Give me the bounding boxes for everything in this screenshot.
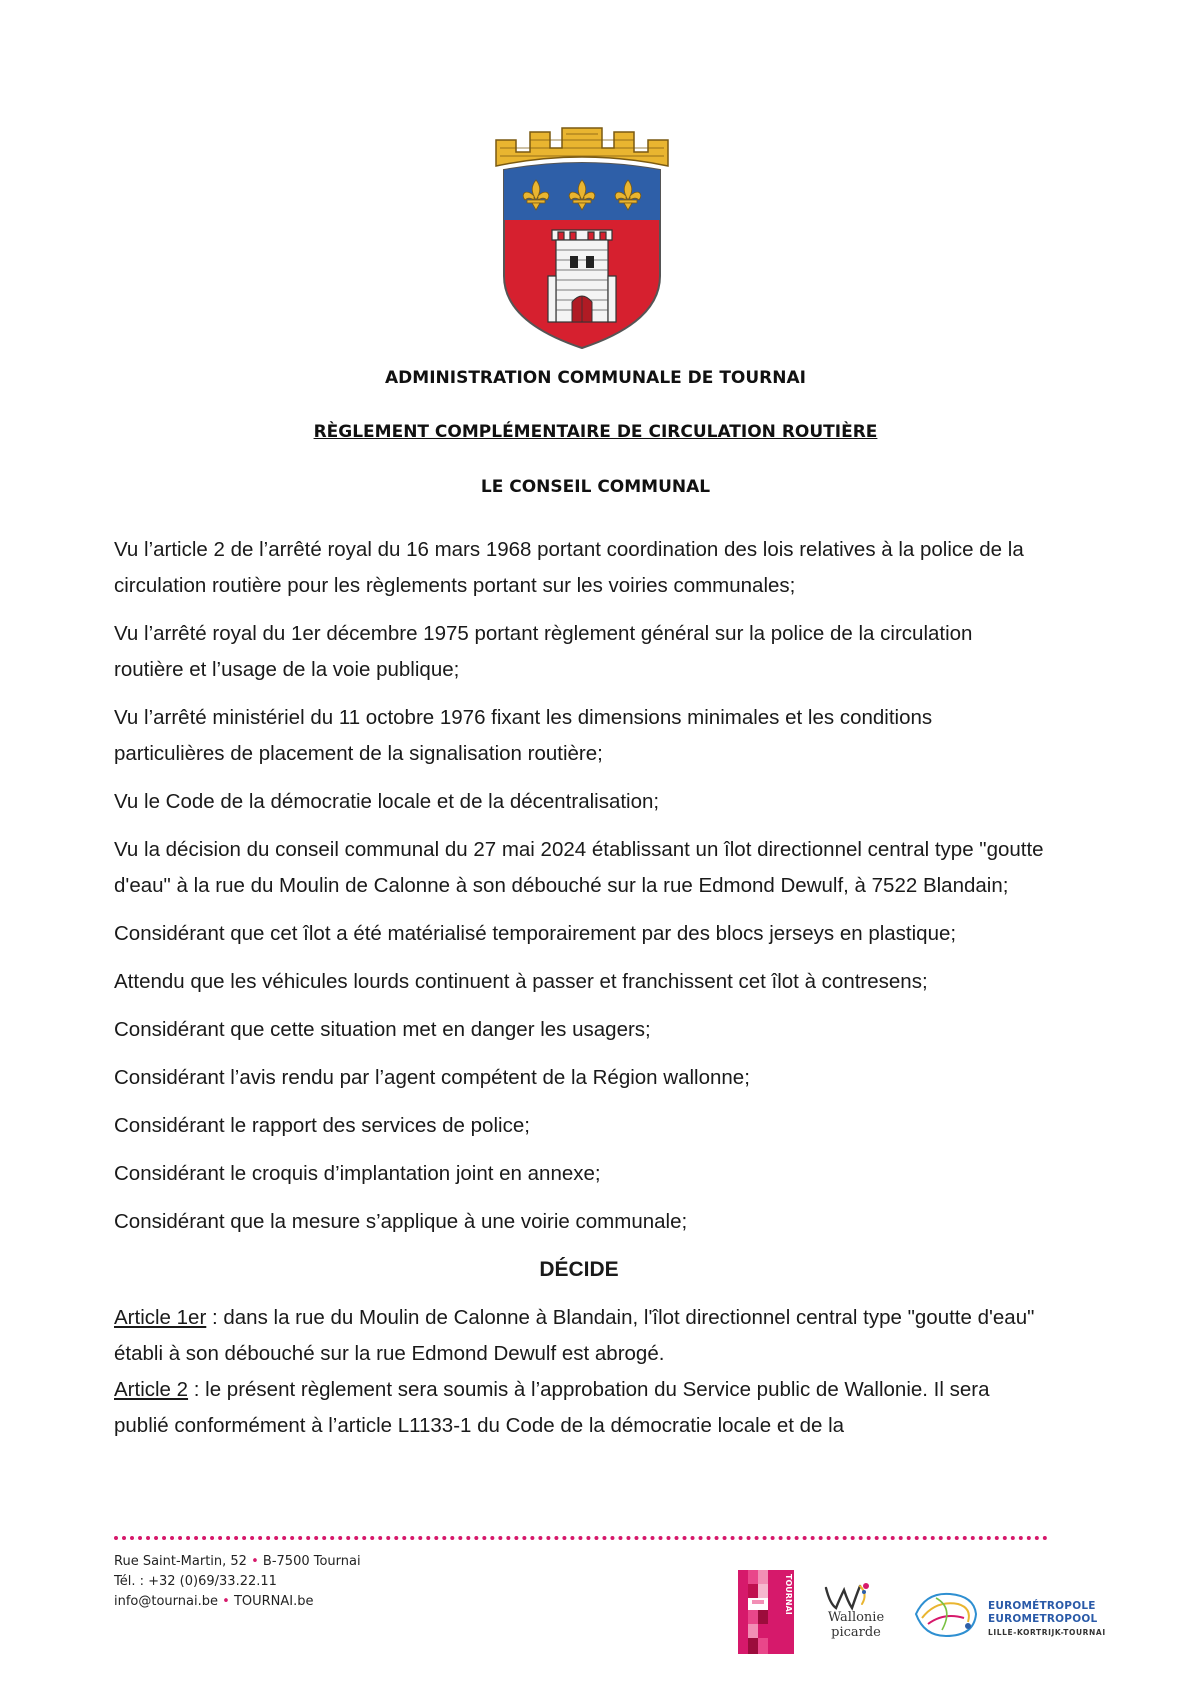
- article-1-label: Article 1er: [114, 1306, 207, 1329]
- email-link[interactable]: info@tournai.be: [114, 1594, 218, 1609]
- contact-separator: •: [222, 1594, 230, 1609]
- consideration-paragraph: Vu l’article 2 de l’arrêté royal du 16 mars 1968 portant coordination des lois relatives à la police de la circulation routière pour les règlements portant sur les voiries communales;: [114, 538, 1024, 597]
- consideration-paragraph: Considérant que cette situation met en danger les usagers;: [114, 1018, 651, 1041]
- consideration-paragraph: Vu la décision du conseil communal du 27 mai 2024 établissant un îlot directionnel central type "goutte d'eau" à la rue du Moulin de Calonne à son débouché sur la rue Edmond Dewulf, à 7522 Blandain;: [114, 838, 1044, 897]
- wallonie-picarde-logo-text: [818, 1610, 894, 1640]
- consideration-paragraph: Vu l’arrêté royal du 1er décembre 1975 portant règlement général sur la police de la circulation routière et l’usage de la voie publique;: [114, 622, 973, 681]
- contact-line: [114, 1592, 434, 1612]
- consideration-paragraph: Considérant l’avis rendu par l’agent compétent de la Région wallonne;: [114, 1066, 750, 1089]
- consideration-paragraph: Considérant que cet îlot a été matérialisé temporairement par des blocs jerseys en plastique;: [114, 922, 957, 945]
- footer-address: [114, 1552, 434, 1612]
- wallonie-line: Wallonie: [827, 1610, 885, 1625]
- address-separator: •: [251, 1554, 259, 1569]
- council-heading: LE CONSEIL COMMUNAL: [480, 477, 711, 497]
- consideration-paragraph: Considérant le rapport des services de police;: [114, 1114, 530, 1137]
- address-street: Rue Saint-Martin, 52: [114, 1554, 247, 1569]
- consideration-paragraph: Vu l’arrêté ministériel du 11 octobre 1976 fixant les dimensions minimales et les conditions particulières de placement de la signalisation routière;: [114, 706, 933, 765]
- euro-line-nl: EUROMETROPOOL: [988, 1613, 1098, 1625]
- address-line: [114, 1552, 434, 1572]
- article-2-text: : le présent règlement sera soumis à l’approbation du Service public de Wallonie. Il sera publié conformément à l’article L1133-1 du Code de la démocratie locale et de la: [114, 1378, 990, 1437]
- eurometropole-logo-text: [988, 1600, 1106, 1639]
- address-city: B-7500 Tournai: [262, 1554, 361, 1569]
- tournai-logo-text: TOURNAI: [784, 1574, 793, 1615]
- tournai-coat-of-arms-logo: [490, 126, 674, 354]
- tournai-city-logo: [738, 1570, 794, 1654]
- article-1: [114, 1300, 1044, 1372]
- consideration-paragraph: Vu le Code de la démocratie locale et de la décentralisation;: [114, 790, 660, 813]
- website-link[interactable]: TOURNAI.be: [233, 1594, 314, 1609]
- footer-divider: [114, 1536, 1048, 1540]
- decision-heading: DÉCIDE: [539, 1258, 619, 1281]
- consideration-paragraph: Considérant que la mesure s’applique à une voirie communale;: [114, 1210, 688, 1233]
- regulation-title: RÈGLEMENT COMPLÉMENTAIRE DE CIRCULATION ROUTIÈRE: [313, 422, 878, 442]
- consideration-paragraph: Attendu que les véhicules lourds continuent à passer et franchissent cet îlot à contresens;: [114, 970, 928, 993]
- article-1-text: : dans la rue du Moulin de Calonne à Blandain, l'îlot directionnel central type "goutte d'eau" établi à son débouché sur la rue Edmond Dewulf est abrogé.: [114, 1306, 1035, 1365]
- article-2: [114, 1372, 1044, 1444]
- organization-heading: ADMINISTRATION COMMUNALE DE TOURNAI: [385, 368, 806, 388]
- phone-line: Tél. : +32 (0)69/33.22.11: [114, 1574, 277, 1589]
- picarde-line: picarde: [831, 1625, 881, 1640]
- euro-line-fr: EUROMÉTROPOLE: [988, 1600, 1096, 1612]
- consideration-paragraph: Considérant le croquis d’implantation joint en annexe;: [114, 1162, 601, 1185]
- euro-line-cities: LILLE-KORTRIJK-TOURNAI: [988, 1628, 1106, 1637]
- document-body: [114, 532, 1044, 1444]
- article-2-label: Article 2: [114, 1378, 189, 1401]
